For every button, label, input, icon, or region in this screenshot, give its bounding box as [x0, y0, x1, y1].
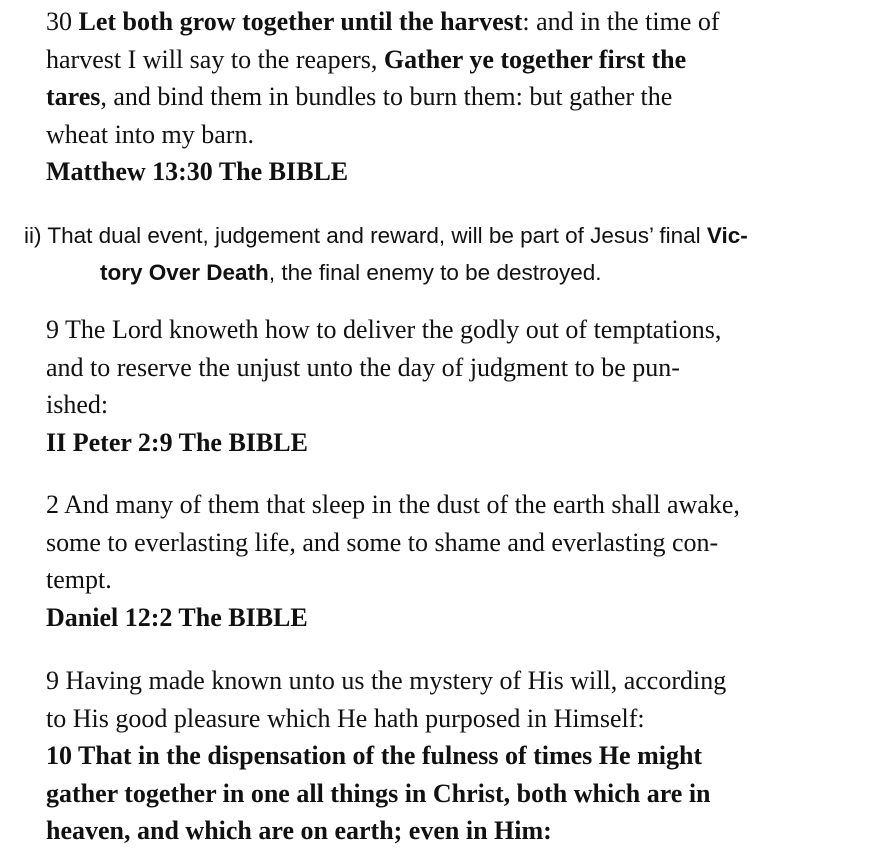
verse-matthew-13-30 [46, 3, 846, 191]
verse-line: wheat into my barn. [46, 119, 254, 149]
bold-phrase: Vic- [706, 223, 748, 248]
list-text: That dual event, judgement and reward, will be part of Jesus’ final [47, 223, 707, 248]
verse-line: and to reserve the unjust unto the day of judgment to be pun- [46, 352, 680, 382]
verse-line [46, 78, 846, 116]
verse-text: harvest I will say to the reapers, [46, 44, 384, 74]
verse-line [46, 3, 846, 41]
verse-text: , and bind them in bundles to burn them: but gather the [100, 82, 673, 111]
list-label: ii) [24, 223, 42, 248]
list-line [24, 254, 864, 291]
list-line [24, 217, 864, 254]
verse-line: ished: [46, 390, 109, 419]
verse-line: 2 And many of them that sleep in the dust of the earth shall awake, [46, 490, 740, 519]
list-text: , the final enemy to be destroyed. [268, 260, 602, 285]
verse-line: 9 The Lord knoweth how to deliver the godly out of temptations, [46, 315, 722, 344]
list-item-ii [24, 217, 864, 291]
verse-line: some to everlasting life, and some to shame and everlasting con- [46, 527, 719, 557]
scripture-reference: Daniel 12:2 The BIBLE [46, 602, 308, 632]
verse-line: 10 That in the dispensation of the fulness of times He might [46, 741, 703, 770]
verse-number: 30 [46, 7, 79, 36]
verse-daniel-12-2 [46, 486, 846, 636]
scripture-reference: Matthew 13:30 The BIBLE [46, 157, 349, 186]
verse-line [46, 41, 846, 79]
bold-phrase: tares [46, 82, 101, 111]
scripture-reference: II Peter 2:9 The BIBLE [46, 427, 308, 457]
verse-ephesians [46, 662, 846, 850]
verse-ii-peter-2-9 [46, 311, 846, 461]
bold-phrase: tory Over Death [100, 260, 269, 285]
verse-line: heaven, and which are on earth; even in Him: [46, 816, 552, 845]
verse-line: gather together in one all things in Christ, both which are in [46, 778, 711, 808]
bold-phrase: Gather ye together first the [383, 44, 687, 74]
verse-line: 9 Having made known unto us the mystery of His will, according [46, 666, 727, 695]
bold-phrase: Let both grow together until the harvest [78, 7, 523, 36]
verse-text: : and in the time of [522, 7, 720, 36]
verse-line: tempt. [46, 565, 112, 594]
verse-line: to His good pleasure which He hath purposed in Himself: [46, 703, 645, 733]
